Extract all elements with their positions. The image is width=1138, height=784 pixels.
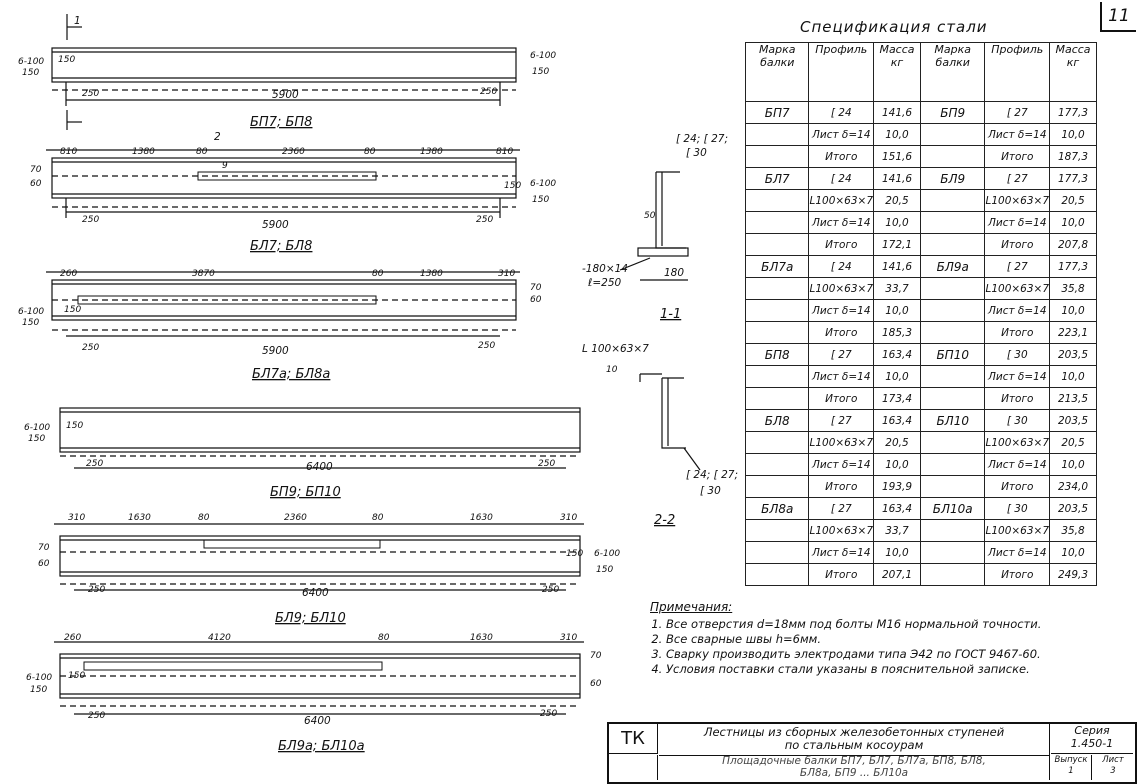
spec-cell: 10,0 (1050, 542, 1097, 564)
spec-cell: 172,1 (874, 234, 921, 256)
spec-cell (920, 388, 985, 410)
spec-cell (746, 542, 809, 564)
b3-dim-5: 310 (498, 269, 516, 279)
spec-cell: 177,3 (1050, 168, 1097, 190)
spec-row (746, 124, 1097, 146)
spec-cell: [ 24 (809, 102, 874, 124)
beam-label-1: БП7; БП8 (250, 115, 313, 130)
specification-table (745, 42, 1097, 586)
spec-cell: Итого (985, 476, 1050, 498)
b2-dim-8: 60 (30, 179, 42, 189)
spec-row (746, 256, 1097, 278)
title-block-blank (609, 755, 658, 780)
title-block-desc-line2: по стальным косоурам (784, 738, 924, 752)
spec-row (746, 454, 1097, 476)
spec-row (746, 278, 1097, 300)
note-item: 3. Сварку производить электродами типа Э42 по ГОСТ 9467-60. (666, 647, 1120, 662)
spec-cell: Лист δ=14 (809, 542, 874, 564)
section-label-1: 1-1 (660, 307, 682, 322)
spec-row (746, 300, 1097, 322)
b2-dim-9: 70 (30, 165, 42, 175)
spec-cell: БЛ10а (920, 498, 985, 520)
spec-cell: 20,5 (1050, 432, 1097, 454)
spec-cell: БП8 (746, 344, 809, 366)
title-block-sub-line2: БЛ8а, БП9 ... БЛ10а (799, 767, 909, 779)
spec-cell: Лист δ=14 (985, 124, 1050, 146)
spec-cell: Итого (809, 322, 874, 344)
b5-dim-5: 80 (372, 513, 384, 523)
b2-dim-4: 2360 (282, 147, 305, 157)
b2-dim-1: 810 (60, 147, 78, 157)
spec-cell: БП7 (746, 102, 809, 124)
b2-dim-6: 1380 (420, 147, 443, 157)
spec-cell (920, 454, 985, 476)
spec-cell: 207,1 (874, 564, 921, 586)
spec-cell (746, 366, 809, 388)
b3-dim-9: 60 (530, 295, 542, 305)
b6-dim-12: 6400 (304, 715, 331, 727)
spec-cell (746, 146, 809, 168)
spec-cell: Итого (809, 388, 874, 410)
spec-cell: 234,0 (1050, 476, 1097, 498)
b6-dim-1: 260 (64, 633, 82, 643)
spec-cell: 173,4 (874, 388, 921, 410)
b6-dim-2: 4120 (208, 633, 231, 643)
spec-cell: Итого (985, 322, 1050, 344)
spec-row (746, 102, 1097, 124)
spec-cell (920, 124, 985, 146)
spec-row (746, 388, 1097, 410)
spec-cell: L100×63×7 (809, 278, 874, 300)
title-block-sheet-value: 3 (1110, 766, 1116, 776)
spec-cell (746, 564, 809, 586)
b2-dim-12: 150 (532, 195, 550, 205)
b5-dim-12: 150 (596, 565, 614, 575)
spec-cell: БЛ10 (920, 410, 985, 432)
spec-cell (920, 146, 985, 168)
spec-row (746, 168, 1097, 190)
b1-dim-3: 150 (58, 55, 76, 65)
s2-callout-3: [ 30 (700, 485, 721, 497)
b2-dim-15: 250 (476, 215, 494, 225)
spec-cell: [ 27 (985, 102, 1050, 124)
notes-title: Примечания: (650, 600, 733, 614)
spec-cell: L100×63×7 (985, 190, 1050, 212)
note-item: 4. Условия поставки стали указаны в пояснительной записке. (666, 662, 1120, 677)
spec-row (746, 410, 1097, 432)
spec-cell: 10,0 (874, 366, 921, 388)
spec-cell: L100×63×7 (985, 432, 1050, 454)
title-block (607, 722, 1137, 784)
b3-dim-10: 70 (530, 283, 542, 293)
spec-cell: БЛ9а (920, 256, 985, 278)
spec-cell (746, 300, 809, 322)
spec-row (746, 344, 1097, 366)
spec-cell: Итого (985, 564, 1050, 586)
spec-cell: 203,5 (1050, 344, 1097, 366)
spec-cell: 203,5 (1050, 498, 1097, 520)
spec-cell (920, 212, 985, 234)
b6-dim-13: 250 (540, 709, 558, 719)
spec-row (746, 212, 1097, 234)
spec-cell: 33,7 (874, 520, 921, 542)
b5-dim-6: 1630 (470, 513, 493, 523)
b3-dim-8: 150 (64, 305, 82, 315)
spec-cell (920, 564, 985, 586)
spec-cell (920, 300, 985, 322)
specification-title: Спецификация стали (800, 18, 988, 36)
s2-callout-1: L 100×63×7 (582, 343, 649, 355)
title-block-desc-line1: Лестницы из сборных железобетонных ступеней (703, 725, 1005, 739)
s1-callout-1: [ 24; [ 27; (676, 133, 729, 145)
b6-dim-6: 6-100 (26, 673, 53, 683)
s2-callout-4: 10 (606, 365, 618, 375)
spec-cell: 20,5 (874, 190, 921, 212)
title-block-issue-value: 1 (1068, 766, 1074, 776)
b5-dim-9: 70 (38, 543, 50, 553)
spec-cell: Итого (809, 234, 874, 256)
b4-dim-5: 6400 (306, 461, 333, 473)
b6-dim-9: 60 (590, 679, 602, 689)
spec-cell: 193,9 (874, 476, 921, 498)
spec-cell: [ 27 (985, 256, 1050, 278)
b2-dim-10: 150 (504, 181, 522, 191)
spec-cell: Итого (809, 146, 874, 168)
section-marker-1: 1 (74, 15, 81, 27)
s1-callout-4: ℓ=250 (588, 277, 622, 289)
spec-cell: 151,6 (874, 146, 921, 168)
b4-dim-4: 250 (86, 459, 104, 469)
spec-cell: Итого (985, 388, 1050, 410)
title-block-series-value: 1.450-1 (1070, 737, 1114, 750)
b6-dim-10: 70 (590, 651, 602, 661)
b3-dim-2: 3870 (192, 269, 215, 279)
spec-cell: Лист δ=14 (985, 300, 1050, 322)
spec-cell: 187,3 (1050, 146, 1097, 168)
title-block-sheet (1093, 755, 1133, 780)
spec-cell: [ 27 (985, 168, 1050, 190)
b5-dim-3: 80 (198, 513, 210, 523)
spec-cell: 141,6 (874, 256, 921, 278)
spec-cell: 163,4 (874, 344, 921, 366)
note-item: 2. Все сварные швы h=6мм. (666, 632, 1120, 647)
spec-cell: 207,8 (1050, 234, 1097, 256)
spec-cell: БЛ7 (746, 168, 809, 190)
spec-cell: [ 24 (809, 168, 874, 190)
spec-cell (746, 388, 809, 410)
spec-header-cell: Масса кг (874, 43, 921, 102)
spec-cell: 10,0 (1050, 300, 1097, 322)
spec-cell: 10,0 (874, 454, 921, 476)
spec-cell (746, 190, 809, 212)
spec-cell: Лист δ=14 (809, 300, 874, 322)
spec-cell: Итого (985, 146, 1050, 168)
b5-dim-1: 310 (68, 513, 86, 523)
b6-dim-5: 310 (560, 633, 578, 643)
spec-cell (746, 212, 809, 234)
spec-cell: 10,0 (1050, 124, 1097, 146)
spec-cell: 185,3 (874, 322, 921, 344)
spec-cell: 141,6 (874, 102, 921, 124)
beam-label-6: БЛ9а; БЛ10а (278, 739, 365, 754)
b2-dim-3: 80 (196, 147, 208, 157)
section-label-2: 2-2 (654, 513, 676, 528)
spec-cell: 10,0 (874, 300, 921, 322)
spec-cell: Итого (809, 564, 874, 586)
spec-cell: [ 27 (809, 498, 874, 520)
spec-cell: L100×63×7 (809, 520, 874, 542)
beam-label-3: БЛ7а; БЛ8а (252, 367, 331, 382)
spec-cell: 10,0 (1050, 212, 1097, 234)
spec-cell (920, 520, 985, 542)
spec-cell: [ 30 (985, 344, 1050, 366)
b3-dim-13: 250 (478, 341, 496, 351)
spec-cell: Итого (809, 476, 874, 498)
title-block-description (659, 724, 1050, 756)
page-number: 11 (1100, 2, 1136, 32)
b5-dim-14: 6400 (302, 587, 329, 599)
spec-cell (746, 278, 809, 300)
title-block-series (1051, 724, 1133, 754)
b3-dim-4: 1380 (420, 269, 443, 279)
spec-row (746, 146, 1097, 168)
b2-dim-14: 5900 (262, 219, 289, 231)
spec-header-row (746, 43, 1097, 102)
spec-cell: 10,0 (1050, 454, 1097, 476)
title-block-subtitle (659, 755, 1050, 780)
spec-cell: [ 27 (809, 410, 874, 432)
spec-cell: 177,3 (1050, 102, 1097, 124)
b3-dim-11: 250 (82, 343, 100, 353)
spec-cell: 223,1 (1050, 322, 1097, 344)
b1-dim-2: 150 (22, 68, 40, 78)
spec-cell (746, 476, 809, 498)
spec-cell: 163,4 (874, 410, 921, 432)
spec-header-cell: Марка балки (746, 43, 809, 102)
spec-row (746, 498, 1097, 520)
b3-dim-6: 6-100 (18, 307, 45, 317)
spec-cell: L100×63×7 (809, 432, 874, 454)
b1-dim-4: 6-100 (530, 51, 557, 61)
b2-dim-7: 810 (496, 147, 514, 157)
b5-dim-7: 310 (560, 513, 578, 523)
spec-cell: 33,7 (874, 278, 921, 300)
spec-header-cell: Масса кг (1050, 43, 1097, 102)
spec-row (746, 520, 1097, 542)
spec-row (746, 234, 1097, 256)
b3-dim-1: 260 (60, 269, 78, 279)
spec-cell: 35,8 (1050, 520, 1097, 542)
s2-callout-2: [ 24; [ 27; (686, 469, 739, 481)
spec-cell: Итого (985, 234, 1050, 256)
b4-dim-2: 150 (28, 434, 46, 444)
spec-cell (920, 322, 985, 344)
spec-cell: Лист δ=14 (809, 124, 874, 146)
b2-dim-13: 250 (82, 215, 100, 225)
spec-row (746, 366, 1097, 388)
s1-callout-2: [ 30 (686, 147, 707, 159)
spec-cell: БЛ8а (746, 498, 809, 520)
s1-callout-5: 180 (664, 267, 685, 279)
title-block-series-label: Серия (1074, 724, 1110, 737)
b1-dim-1: 6-100 (18, 57, 45, 67)
spec-header-cell: Марка балки (920, 43, 985, 102)
spec-cell: 163,4 (874, 498, 921, 520)
spec-cell: 10,0 (874, 124, 921, 146)
spec-cell: L100×63×7 (985, 278, 1050, 300)
spec-cell (746, 454, 809, 476)
spec-row (746, 564, 1097, 586)
spec-cell: Лист δ=14 (809, 366, 874, 388)
spec-cell: 213,5 (1050, 388, 1097, 410)
title-block-org: ТК (609, 724, 658, 754)
spec-cell (920, 432, 985, 454)
spec-cell (746, 432, 809, 454)
spec-cell: 249,3 (1050, 564, 1097, 586)
b6-dim-4: 1630 (470, 633, 493, 643)
b6-dim-7: 150 (30, 685, 48, 695)
b3-dim-7: 150 (22, 318, 40, 328)
spec-cell (920, 542, 985, 564)
spec-cell: [ 30 (985, 410, 1050, 432)
s1-callout-6: 50 (644, 211, 656, 221)
spec-cell: [ 30 (985, 498, 1050, 520)
title-block-sheet-label: Лист (1102, 755, 1124, 765)
note-item: 1. Все отверстия d=18мм под болты М16 нормальной точности. (666, 617, 1120, 632)
spec-cell: [ 24 (809, 256, 874, 278)
beam-label-2: БЛ7; БЛ8 (250, 239, 313, 254)
spec-cell (920, 366, 985, 388)
beam-label-5: БЛ9; БЛ10 (275, 611, 346, 626)
b1-dim-7: 5900 (272, 89, 299, 101)
spec-cell: БП9 (920, 102, 985, 124)
b2-dim-2: 1380 (132, 147, 155, 157)
spec-row (746, 322, 1097, 344)
spec-cell: Лист δ=14 (809, 454, 874, 476)
b5-dim-11: 6-100 (594, 549, 621, 559)
spec-cell (746, 124, 809, 146)
b5-dim-8: 60 (38, 559, 50, 569)
spec-row (746, 432, 1097, 454)
spec-cell: 141,6 (874, 168, 921, 190)
b1-dim-5: 150 (532, 67, 550, 77)
section-marker-2: 2 (214, 131, 221, 143)
b5-dim-13: 250 (88, 585, 106, 595)
b4-dim-6: 250 (538, 459, 556, 469)
b2-dim-5: 80 (364, 147, 376, 157)
spec-cell (920, 234, 985, 256)
spec-cell: 10,0 (1050, 366, 1097, 388)
notes-list (650, 617, 1120, 677)
notes (650, 600, 1120, 677)
b3-dim-3: 80 (372, 269, 384, 279)
b5-dim-10: 150 (566, 549, 584, 559)
spec-cell: Лист δ=14 (985, 454, 1050, 476)
beam-label-4: БП9; БП10 (270, 485, 341, 500)
spec-cell: БП10 (920, 344, 985, 366)
spec-row (746, 190, 1097, 212)
spec-body (746, 102, 1097, 586)
spec-cell (746, 234, 809, 256)
spec-cell (920, 278, 985, 300)
b1-dim-8: 250 (480, 87, 498, 97)
s1-callout-3: -180×14 (582, 263, 628, 275)
spec-cell: 35,8 (1050, 278, 1097, 300)
spec-cell: 20,5 (1050, 190, 1097, 212)
spec-cell: 20,5 (874, 432, 921, 454)
spec-cell (920, 476, 985, 498)
spec-cell: [ 27 (809, 344, 874, 366)
b6-dim-8: 150 (68, 671, 86, 681)
b2-dim-16: 9 (222, 161, 228, 171)
b2-dim-11: 6-100 (530, 179, 557, 189)
spec-cell: 177,3 (1050, 256, 1097, 278)
b6-dim-11: 250 (88, 711, 106, 721)
title-block-sub-line1: Площадочные балки БП7, БЛ7, БЛ7а, БП8, БЛ8, (722, 755, 986, 767)
b5-dim-15: 250 (542, 585, 560, 595)
spec-cell (746, 520, 809, 542)
spec-cell: 10,0 (874, 542, 921, 564)
b4-dim-3: 150 (66, 421, 84, 431)
spec-header-cell: Профиль (809, 43, 874, 102)
title-block-issue-label: Выпуск (1054, 755, 1088, 765)
spec-cell: БЛ7а (746, 256, 809, 278)
spec-cell: БЛ9 (920, 168, 985, 190)
b5-dim-2: 1630 (128, 513, 151, 523)
spec-cell: Лист δ=14 (809, 212, 874, 234)
spec-cell (746, 322, 809, 344)
spec-cell: 10,0 (874, 212, 921, 234)
spec-cell: Лист δ=14 (985, 366, 1050, 388)
spec-row (746, 542, 1097, 564)
b5-dim-4: 2360 (284, 513, 307, 523)
spec-header-cell: Профиль (985, 43, 1050, 102)
spec-cell (920, 190, 985, 212)
b6-dim-3: 80 (378, 633, 390, 643)
spec-cell: 203,5 (1050, 410, 1097, 432)
spec-cell: L100×63×7 (809, 190, 874, 212)
spec-cell: Лист δ=14 (985, 212, 1050, 234)
title-block-issue (1051, 755, 1092, 780)
b3-dim-12: 5900 (262, 345, 289, 357)
spec-cell: L100×63×7 (985, 520, 1050, 542)
b1-dim-6: 250 (82, 89, 100, 99)
spec-row (746, 476, 1097, 498)
spec-cell: БЛ8 (746, 410, 809, 432)
spec-cell: Лист δ=14 (985, 542, 1050, 564)
b4-dim-1: 6-100 (24, 423, 51, 433)
